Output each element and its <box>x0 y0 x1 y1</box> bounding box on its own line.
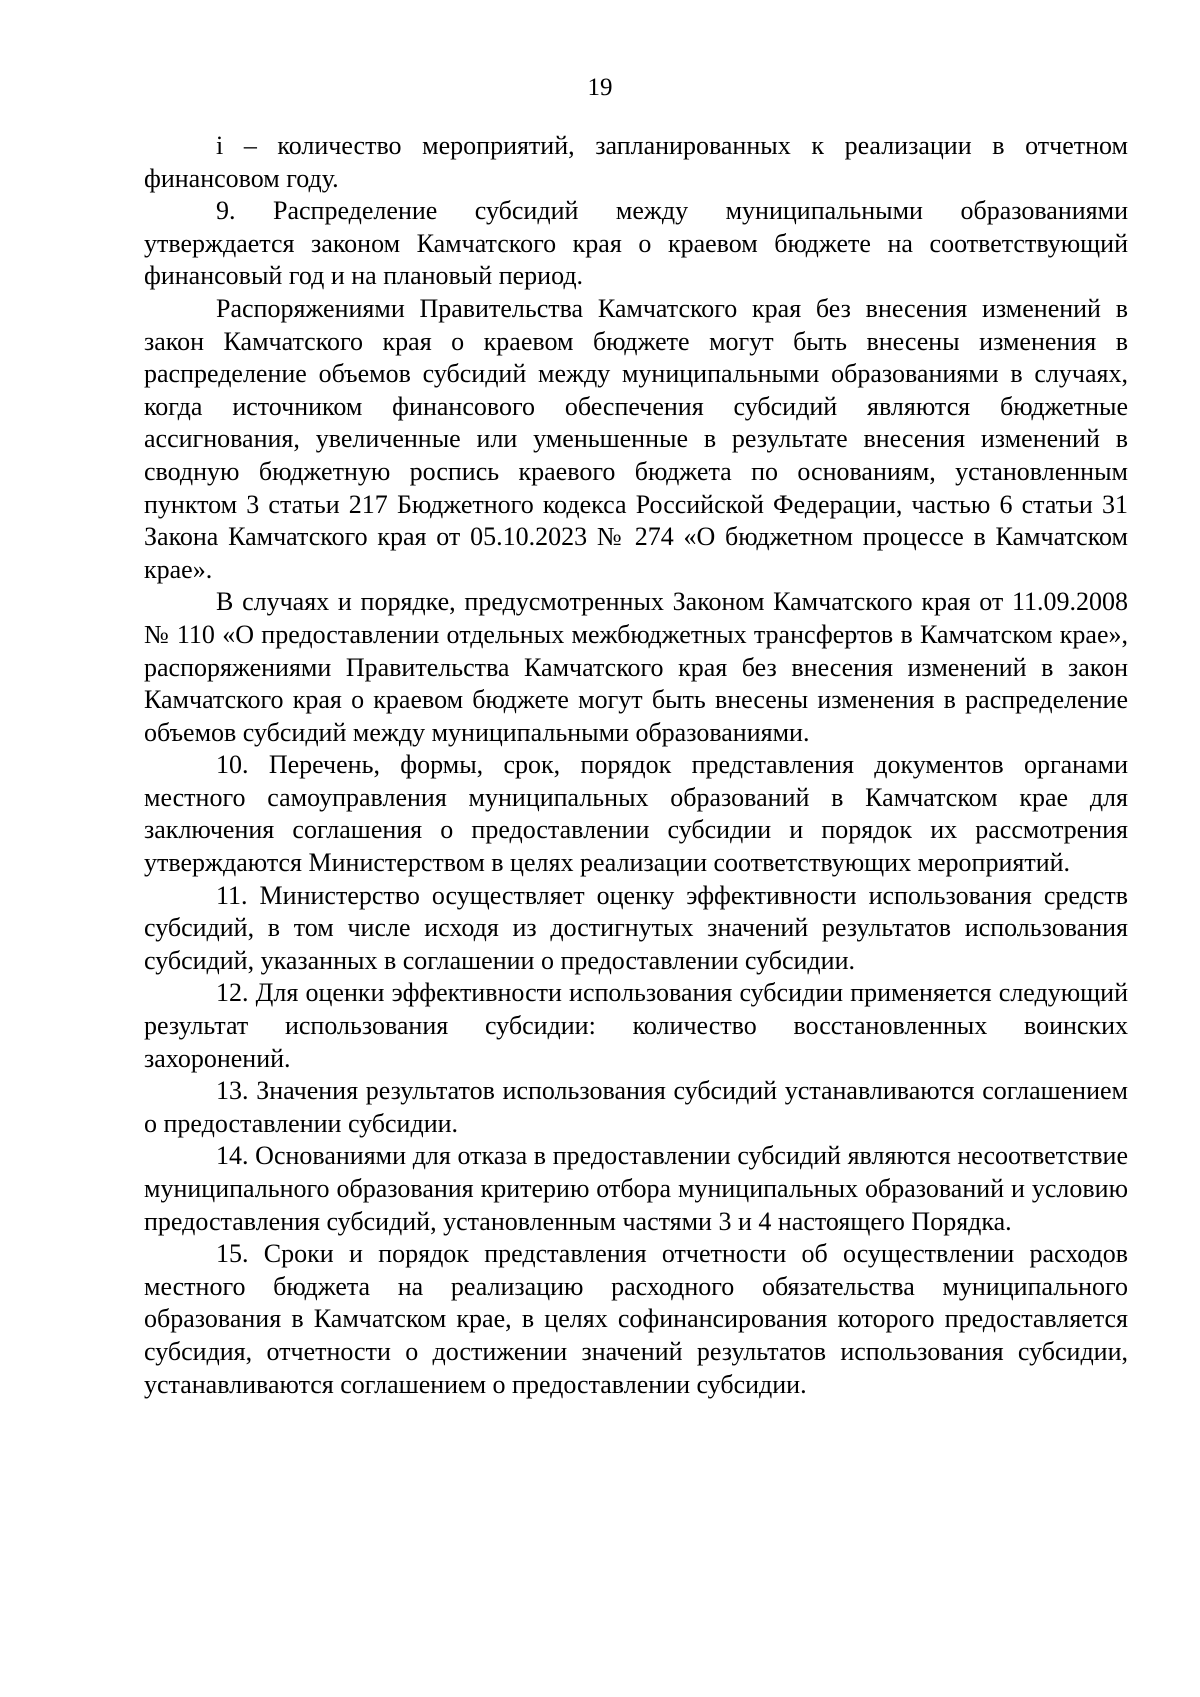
paragraph-i-definition: i – количество мероприятий, запланированных к реализации в отчетном финансовом году. <box>144 131 1128 193</box>
paragraph-9-law-cases: В случаях и порядке, предусмотренных Законом Камчатского края от 11.09.2008 № 110 «О предоставлении отдельных межбюджетных трансфертов в Камчатском крае», распоряжениями Правительства Камчатского края без внесения изменений в закон Камчатского края о краевом бюджете могут быть внесены изменения в распределение объемов субсидий между муниципальными образованиями. <box>144 587 1128 747</box>
document-body <box>144 130 1128 1401</box>
paragraph-11: 11. Министерство осуществляет оценку эффективности использования средств субсидий, в том числе исходя из достигнутых значений результатов использования субсидий, указанных в соглашении о предоставлении субсидии. <box>144 880 1128 975</box>
paragraph-10: 10. Перечень, формы, срок, порядок представления документов органами местного самоуправления муниципальных образований в Камчатском крае для заключения соглашения о предоставлении субсидии и порядок их рассмотрения утверждаются Министерством в целях реализации соответствующих мероприятий. <box>144 750 1128 878</box>
paragraph-9-government-orders: Распоряжениями Правительства Камчатского края без внесения изменений в закон Камчатского края о краевом бюджете могут быть внесены изменения в распределение объемов субсидий между муниципальными образованиями в случаях, когда источником финансового обеспечения субсидий являются бюджетные ассигнования, увеличенные или уменьшенные в результате внесения изменений в сводную бюджетную роспись краевого бюджета по основаниям, установленным пунктом 3 статьи 217 Бюджетного кодекса Российской Федерации, частью 6 статьи 31 Закона Камчатского края от 05.10.2023 № 274 «О бюджетном процессе в Камчатском крае». <box>144 293 1128 584</box>
paragraph-15: 15. Сроки и порядок представления отчетности об осуществлении расходов местного бюджета на реализацию расходного обязательства муниципального образования в Камчатском крае, в целях софинансирования которого предоставляется субсидия, отчетности о достижении значений результатов использования субсидии, устанавливаются соглашением о предоставлении субсидии. <box>144 1239 1128 1399</box>
paragraph-14: 14. Основаниями для отказа в предоставлении субсидий являются несоответствие муниципального образования критерию отбора муниципальных образований и условию предоставления субсидий, установленным частями 3 и 4 настоящего Порядка. <box>144 1141 1128 1236</box>
paragraph-9: 9. Распределение субсидий между муниципальными образованиями утверждается законом Камчатского края о краевом бюджете на соответствующий финансовый год и на плановый период. <box>144 196 1128 291</box>
paragraph-13: 13. Значения результатов использования субсидий устанавливаются соглашением о предоставлении субсидии. <box>144 1076 1128 1138</box>
paragraph-12: 12. Для оценки эффективности использования субсидии применяется следующий результат использования субсидии: количество восстановленных воинских захоронений. <box>144 978 1128 1073</box>
page-number: 19 <box>587 74 613 101</box>
